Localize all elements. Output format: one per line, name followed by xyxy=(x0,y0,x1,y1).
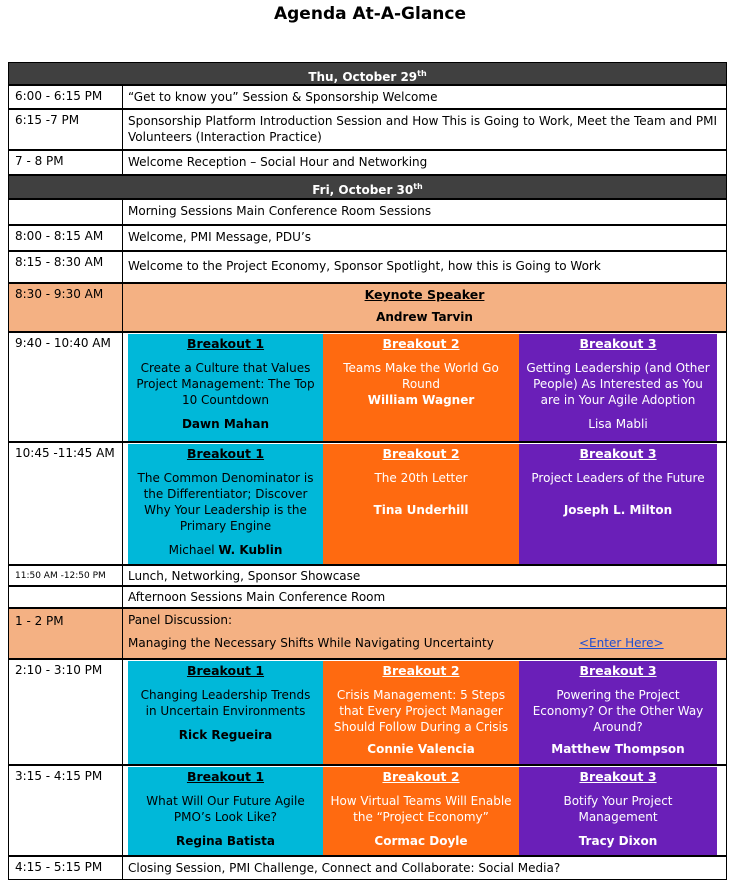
speaker-name: Matthew Thompson xyxy=(551,742,685,756)
breakout-3-heading[interactable]: Breakout 3 xyxy=(579,663,657,678)
breakout-1-cell xyxy=(128,661,323,764)
breakout-2-heading[interactable]: Breakout 2 xyxy=(382,336,460,351)
session-title: Teams Make the World Go Round xyxy=(343,361,499,391)
breakout-1-heading[interactable]: Breakout 1 xyxy=(186,769,265,784)
time-cell xyxy=(9,587,123,607)
time-cell: 9:40 - 10:40 AM xyxy=(9,333,123,441)
agenda-row xyxy=(8,150,727,175)
agenda-row xyxy=(8,856,727,880)
session-title: Changing Leadership Trends in Uncertain Environments xyxy=(140,688,311,718)
keynote-row xyxy=(8,283,727,332)
speaker-name: Cormac Doyle xyxy=(374,834,468,848)
breakout-1-cell xyxy=(128,444,323,564)
agenda-row xyxy=(8,565,727,586)
session-desc: Lunch, Networking, Sponsor Showcase xyxy=(128,569,361,583)
session-title: Getting Leadership (and Other People) As Interested as You are in Your Agile Adoption xyxy=(526,361,710,407)
breakout-3-cell xyxy=(519,444,717,564)
time-cell: 10:45 -11:45 AM xyxy=(9,443,123,564)
panel-cell xyxy=(123,609,726,658)
time-cell: 11:50 AM -12:50 PM xyxy=(9,566,123,585)
section-header: Afternoon Sessions Main Conference Room xyxy=(128,590,386,604)
speaker-name: Rick Regueira xyxy=(178,728,273,742)
session-title: Project Leaders of the Future xyxy=(531,471,705,485)
session-desc: Welcome to the Project Economy, Sponsor Spotlight, how this is Going to Work xyxy=(128,259,601,273)
day-label: Fri, October 30 xyxy=(312,183,414,197)
breakout-2-cell xyxy=(323,334,519,441)
breakout-block xyxy=(8,659,727,765)
session-desc: Welcome, PMI Message, PDU’s xyxy=(128,230,312,244)
speaker-first: Michael xyxy=(168,543,215,557)
panel-label: Panel Discussion: xyxy=(128,613,233,627)
session-title: How Virtual Teams Will Enable the “Project Economy” xyxy=(330,794,512,824)
session-title: Powering the Project Economy? Or the Other Way Around? xyxy=(532,688,704,734)
session-title: Crisis Management: 5 Steps that Every Project Manager Should Follow During a Crisis xyxy=(333,688,509,734)
breakout-block xyxy=(8,765,727,856)
session-title: Create a Culture that Values Project Management: The Top 10 Countdown xyxy=(136,361,315,407)
session-title: The 20th Letter xyxy=(374,471,468,485)
time-cell: 3:15 - 4:15 PM xyxy=(9,766,123,855)
breakout-2-heading[interactable]: Breakout 2 xyxy=(382,663,460,678)
day-suffix: th xyxy=(413,182,423,191)
time-cell: 6:00 - 6:15 PM xyxy=(9,86,123,108)
breakout-1-heading[interactable]: Breakout 1 xyxy=(186,663,265,678)
breakout-block xyxy=(8,332,727,442)
session-desc: Welcome Reception – Social Hour and Networking xyxy=(128,155,428,169)
time-cell: 1 - 2 PM xyxy=(9,609,123,658)
breakout-block xyxy=(8,442,727,565)
agenda-row xyxy=(8,225,727,251)
session-title: The Common Denominator is the Differentiator; Discover Why Your Leadership is the Primary Engine xyxy=(137,471,314,533)
breakout-2-cell xyxy=(323,661,519,764)
agenda-row xyxy=(8,109,727,150)
afternoon-header-row xyxy=(8,586,727,608)
breakout-1-heading[interactable]: Breakout 1 xyxy=(186,336,265,351)
page-title: Agenda At-A-Glance xyxy=(273,4,467,24)
keynote-cell xyxy=(123,284,726,331)
session-title: What Will Our Future Agile PMO’s Look Like? xyxy=(146,794,305,824)
breakout-3-heading[interactable]: Breakout 3 xyxy=(579,336,657,351)
breakout-1-cell xyxy=(128,334,323,441)
breakout-3-heading[interactable]: Breakout 3 xyxy=(579,446,657,461)
breakout-2-cell xyxy=(323,444,519,564)
time-cell: 8:00 - 8:15 AM xyxy=(9,226,123,250)
breakout-3-cell xyxy=(519,334,717,441)
keynote-speaker: Andrew Tarvin xyxy=(376,310,473,324)
breakout-3-cell xyxy=(519,767,717,855)
breakout-2-heading[interactable]: Breakout 2 xyxy=(382,769,460,784)
breakout-3-cell xyxy=(519,661,717,764)
speaker-name: William Wagner xyxy=(367,393,475,407)
speaker-name: Connie Valencia xyxy=(367,742,475,756)
time-cell: 2:10 - 3:10 PM xyxy=(9,660,123,764)
day-header-thu xyxy=(8,62,727,85)
speaker-last: W. Kublin xyxy=(218,543,283,557)
speaker-name: Tracy Dixon xyxy=(578,834,658,848)
speaker-name: Dawn Mahan xyxy=(181,417,270,431)
day-label: Thu, October 29 xyxy=(308,70,418,84)
breakout-3-heading[interactable]: Breakout 3 xyxy=(579,769,657,784)
speaker-name: Regina Batista xyxy=(176,834,275,848)
breakout-1-heading[interactable]: Breakout 1 xyxy=(186,446,265,461)
time-cell xyxy=(9,200,123,224)
day-suffix: th xyxy=(417,69,427,78)
time-cell: 4:15 - 5:15 PM xyxy=(9,857,123,879)
breakout-1-cell xyxy=(128,767,323,855)
speaker-name: Lisa Mabli xyxy=(588,417,648,431)
enter-here-link[interactable]: <Enter Here> xyxy=(579,636,664,650)
session-desc: Closing Session, PMI Challenge, Connect and Collaborate: Social Media? xyxy=(128,861,561,875)
breakout-2-heading[interactable]: Breakout 2 xyxy=(382,446,460,461)
section-header: Morning Sessions Main Conference Room Sessions xyxy=(128,204,432,218)
panel-row xyxy=(8,608,727,659)
agenda-row xyxy=(8,251,727,283)
time-cell: 7 - 8 PM xyxy=(9,151,123,174)
keynote-heading[interactable]: Keynote Speaker xyxy=(364,287,485,302)
time-cell: 6:15 -7 PM xyxy=(9,110,123,149)
morning-header-row xyxy=(8,199,727,225)
speaker-name xyxy=(134,542,317,558)
session-desc: Sponsorship Platform Introduction Session and How This is Going to Work, Meet the Team and PMI Volunteers (Interaction Practice) xyxy=(128,114,718,144)
time-cell: 8:15 - 8:30 AM xyxy=(9,252,123,282)
session-desc: “Get to know you” Session & Sponsorship Welcome xyxy=(128,90,438,104)
speaker-name: Joseph L. Milton xyxy=(563,503,673,517)
breakout-2-cell xyxy=(323,767,519,855)
panel-topic: Managing the Necessary Shifts While Navigating Uncertainty xyxy=(128,636,494,650)
session-title: Botify Your Project Management xyxy=(563,794,673,824)
agenda-row xyxy=(8,85,727,109)
time-cell: 8:30 - 9:30 AM xyxy=(9,284,123,331)
speaker-name: Tina Underhill xyxy=(373,503,469,517)
day-header-fri xyxy=(8,175,727,199)
